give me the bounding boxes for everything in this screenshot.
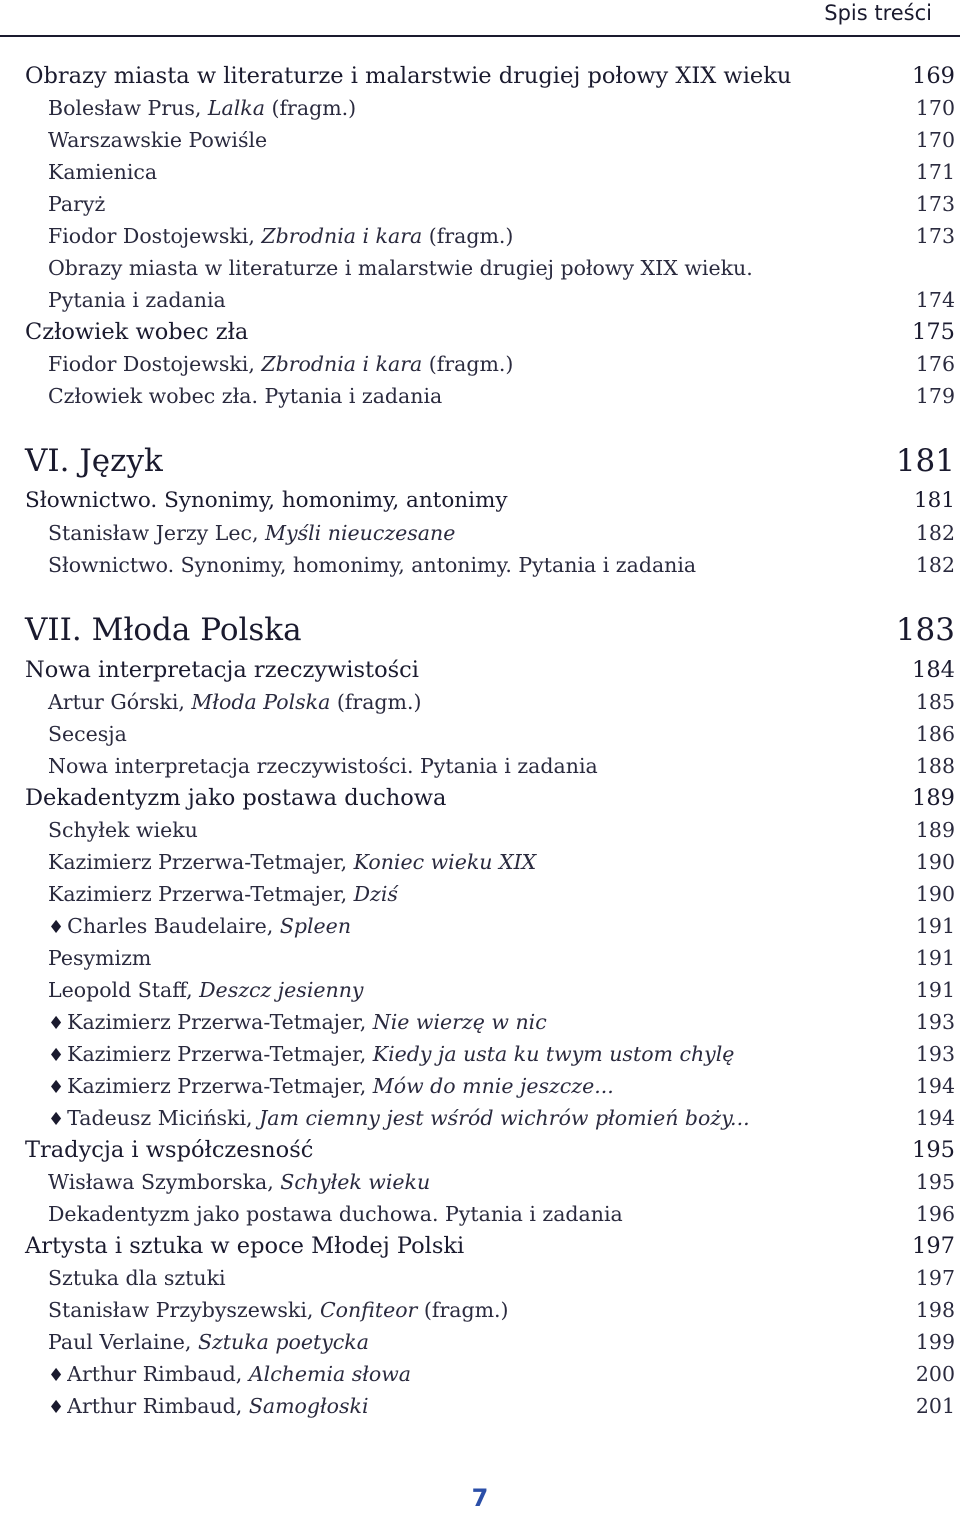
toc-entry-page: 189 (912, 785, 955, 811)
toc-entry-title-text: Nowa interpretacja rzeczywistości. Pytania i zadania (48, 754, 598, 778)
toc-entry-title-italic: Confiteor (319, 1298, 418, 1322)
toc-entry-page: 170 (915, 128, 955, 152)
toc-section-row (0, 485, 960, 517)
toc-entry-page: 190 (915, 882, 955, 906)
toc-entry-title-italic: Alchemia słowa (248, 1362, 412, 1386)
diamond-icon: ♦ (48, 1077, 65, 1098)
toc-entry-title-text: Arthur Rimbaud, (67, 1362, 249, 1386)
toc-entry-title-text: Artysta i sztuka w epoce Młodej Polski (25, 1233, 465, 1259)
toc-entry-title (48, 284, 226, 316)
toc-entry-title-text: Fiodor Dostojewski, (48, 224, 262, 248)
toc-entry-title (25, 437, 163, 485)
toc-entry-title-text: VI. Język (25, 443, 163, 479)
toc-entry-title-text: Nowa interpretacja rzeczywistości (25, 657, 419, 683)
toc-entry-row (0, 1262, 960, 1294)
toc-entry-title-text: Tradycja i współczesność (25, 1137, 314, 1163)
toc-entry-title-italic: Mów do mnie jeszcze... (372, 1074, 614, 1098)
toc-entry-page: 182 (915, 553, 955, 577)
toc-entry-title-text: Tadeusz Miciński, (67, 1106, 260, 1130)
toc-entry-page: 191 (915, 946, 955, 970)
toc-entry-row (0, 718, 960, 750)
toc-entry-title-italic: Kiedy ja usta ku twym ustom chylę (372, 1042, 735, 1066)
toc-section-row (0, 60, 960, 92)
toc-entry-title (48, 1390, 369, 1424)
toc-entry-title-italic: Deszcz jesienny (199, 978, 364, 1002)
toc-entry-row (0, 1006, 960, 1038)
diamond-icon: ♦ (48, 1397, 65, 1418)
toc-entry-title-text: (fragm.) (422, 224, 514, 248)
running-header: Spis treści (824, 1, 932, 25)
toc-entry-title-text: (fragm.) (264, 96, 357, 120)
toc-entry-title-text: Dekadentyzm jako postawa duchowa. Pytania i zadania (48, 1202, 623, 1226)
toc-entry-page: 181 (895, 443, 955, 479)
toc-entry-page: 185 (915, 690, 955, 714)
toc-entry-row (0, 686, 960, 718)
toc-entry-title-text: Słownictwo. Synonimy, homonimy, antonimy. Pytania i zadania (48, 553, 697, 577)
toc-entry-title (25, 60, 791, 92)
toc-entry-page: 171 (915, 160, 955, 184)
toc-entry-title (48, 252, 753, 284)
toc-entry-row (0, 1358, 960, 1390)
toc-entry-title (48, 1102, 750, 1136)
toc-entry-row (0, 974, 960, 1006)
toc-entry-row (0, 1038, 960, 1070)
diamond-icon: ♦ (48, 1365, 65, 1386)
toc-entry-page: 194 (915, 1074, 955, 1098)
toc-entry-title (48, 380, 442, 412)
toc-entry-title (48, 1070, 614, 1104)
toc-section-row (0, 1134, 960, 1166)
toc-entry-title-italic: Dziś (353, 882, 398, 906)
toc-entry-page: 181 (913, 488, 955, 513)
toc-entry-page: 186 (915, 722, 955, 746)
toc-entry-title-text: Schyłek wieku (48, 818, 198, 842)
toc-entry-title-text: VII. Młoda Polska (25, 612, 302, 648)
toc-entry-title (48, 220, 513, 252)
toc-entry-page: 191 (915, 978, 955, 1002)
toc-entry-title-text: Stanisław Przybyszewski, (48, 1298, 320, 1322)
toc-entry-row (0, 1198, 960, 1230)
toc-entry-title-text: Paryż (48, 192, 106, 216)
toc-entry-title-text: Wisława Szymborska, (48, 1170, 281, 1194)
toc-entry-row (0, 1390, 960, 1422)
toc-entry-row (0, 92, 960, 124)
toc-entry-page: 197 (915, 1266, 955, 1290)
toc-entry-row (0, 284, 960, 316)
toc-entry-title-text: Kazimierz Przerwa-Tetmajer, (67, 1042, 373, 1066)
toc-entry-row (0, 1166, 960, 1198)
toc-entry-title (48, 1038, 734, 1072)
toc-entry-row (0, 878, 960, 910)
toc-entry-title (25, 782, 446, 814)
diamond-icon: ♦ (48, 1013, 65, 1034)
toc-entry-page: 193 (915, 1042, 955, 1066)
toc-entry-title (48, 124, 267, 156)
toc-entry-page: 198 (915, 1298, 955, 1322)
section-gap (0, 412, 960, 429)
toc-entry-row (0, 814, 960, 846)
toc-chapter-row (0, 437, 960, 485)
toc-entry-page: 176 (915, 352, 955, 376)
toc-entry-title (48, 1326, 369, 1358)
toc-entry-title-text: Słownictwo. Synonimy, homonimy, antonimy (25, 488, 508, 513)
toc-entry-page: 179 (915, 384, 955, 408)
toc-entry-row (0, 750, 960, 782)
toc-entry-title (48, 156, 157, 188)
toc-chapter-row (0, 606, 960, 654)
toc-entry-row (0, 942, 960, 974)
toc-entry-title (25, 654, 419, 686)
toc-entry-page: 182 (915, 521, 955, 545)
toc-entry-title (48, 517, 455, 549)
table-of-contents (0, 60, 960, 1422)
toc-entry-page: 188 (915, 754, 955, 778)
toc-entry-row (0, 1070, 960, 1102)
toc-entry-title-text: Człowiek wobec zła. Pytania i zadania (48, 384, 443, 408)
toc-entry-row (0, 220, 960, 252)
toc-entry-page: 183 (895, 612, 955, 648)
toc-entry-title (25, 606, 302, 654)
toc-entry-row (0, 1102, 960, 1134)
toc-entry-title-italic: Koniec wieku XIX (353, 850, 537, 874)
toc-entry-page: 184 (912, 657, 955, 683)
toc-entry-row (0, 910, 960, 942)
toc-entry-title-italic: Młoda Polska (191, 690, 331, 714)
toc-entry-title (48, 846, 536, 878)
toc-entry-title-text: Obrazy miasta w literaturze i malarstwie drugiej połowy XIX wieku (25, 63, 792, 89)
toc-section-row (0, 654, 960, 686)
toc-entry-page: 189 (915, 818, 955, 842)
toc-entry-row (0, 188, 960, 220)
toc-entry-title (48, 92, 356, 124)
toc-entry-title-text: Bolesław Prus, (48, 96, 208, 120)
toc-entry-title-text: (fragm.) (417, 1298, 509, 1322)
toc-entry-title-italic: Schyłek wieku (280, 1170, 431, 1194)
toc-entry-title-text: Obrazy miasta w literaturze i malarstwie drugiej połowy XIX wieku. (48, 256, 753, 280)
toc-entry-title-italic: Spleen (279, 914, 352, 938)
toc-entry-title (25, 1230, 464, 1262)
page-number: 7 (471, 1484, 489, 1512)
toc-entry-title-text: Dekadentyzm jako postawa duchowa (25, 785, 447, 811)
toc-entry-title-text: Pesymizm (48, 946, 152, 970)
toc-entry-page: 191 (915, 914, 955, 938)
toc-entry-title (48, 1198, 623, 1230)
toc-section-row (0, 316, 960, 348)
toc-entry-title-italic: Lalka (207, 96, 265, 120)
toc-entry-page: 173 (915, 192, 955, 216)
toc-entry-page: 195 (915, 1170, 955, 1194)
toc-entry-row (0, 846, 960, 878)
toc-entry-title-text: Fiodor Dostojewski, (48, 352, 262, 376)
toc-entry-page: 169 (912, 63, 955, 89)
section-gap (0, 581, 960, 598)
toc-entry-title-text: Człowiek wobec zła (25, 319, 249, 345)
toc-entry-row (0, 348, 960, 380)
toc-entry-title-text: Stanisław Jerzy Lec, (48, 521, 266, 545)
toc-entry-title (48, 1006, 547, 1040)
toc-entry-title (48, 348, 513, 380)
toc-entry-title-text: (fragm.) (422, 352, 514, 376)
toc-entry-title-text: Arthur Rimbaud, (67, 1394, 249, 1418)
toc-entry-title-text: (fragm.) (330, 690, 422, 714)
toc-entry-page: 193 (915, 1010, 955, 1034)
toc-entry-page: 196 (915, 1202, 955, 1226)
toc-entry-page: 199 (915, 1330, 955, 1354)
toc-entry-title-text: Sztuka dla sztuki (48, 1266, 226, 1290)
toc-section-row (0, 782, 960, 814)
toc-entry-title-text: Leopold Staff, (48, 978, 200, 1002)
header-divider (0, 35, 960, 37)
toc-entry-title-italic: Jam ciemny jest wśród wichrów płomień boży... (259, 1106, 750, 1130)
toc-entry-title-text: Kazimierz Przerwa-Tetmajer, (67, 1010, 373, 1034)
toc-entry-title-italic: Myśli nieuczesane (265, 521, 456, 545)
toc-entry-title (48, 1166, 430, 1198)
toc-entry-title-text: Kazimierz Przerwa-Tetmajer, (48, 850, 354, 874)
toc-entry-title-text: Pytania i zadania (48, 288, 226, 312)
toc-entry-title-text: Kamienica (48, 160, 158, 184)
toc-entry-page: 200 (915, 1362, 955, 1386)
toc-entry-title-italic: Zbrodnia i kara (261, 352, 423, 376)
toc-entry-title (48, 974, 364, 1006)
toc-entry-title-text: Warszawskie Powiśle (48, 128, 268, 152)
toc-entry-page: 170 (915, 96, 955, 120)
toc-entry-title (48, 1294, 509, 1326)
toc-entry-title (48, 188, 105, 220)
toc-entry-row (0, 156, 960, 188)
toc-entry-title-italic: Sztuka poetycka (197, 1330, 369, 1354)
toc-entry-page: 174 (915, 288, 955, 312)
toc-entry-title-text: Charles Baudelaire, (67, 914, 280, 938)
toc-entry-row (0, 1326, 960, 1358)
toc-entry-title (25, 485, 508, 517)
toc-entry-title (25, 1134, 313, 1166)
toc-entry-page: 194 (915, 1106, 955, 1130)
toc-entry-row (0, 549, 960, 581)
toc-entry-title (48, 686, 422, 718)
toc-entry-title-text: Paul Verlaine, (48, 1330, 198, 1354)
toc-entry-title (48, 910, 351, 944)
toc-entry-title-text: Kazimierz Przerwa-Tetmajer, (48, 882, 354, 906)
toc-entry-title-text: Artur Górski, (48, 690, 192, 714)
toc-entry-title (48, 1262, 226, 1294)
toc-entry-title (48, 814, 198, 846)
toc-entry-page: 173 (915, 224, 955, 248)
toc-entry-page: 190 (915, 850, 955, 874)
toc-section-row (0, 1230, 960, 1262)
toc-entry-title-text: Kazimierz Przerwa-Tetmajer, (67, 1074, 373, 1098)
toc-entry-row (0, 517, 960, 549)
toc-entry-title-italic: Samogłoski (248, 1394, 369, 1418)
toc-entry-row (0, 380, 960, 412)
diamond-icon: ♦ (48, 1045, 65, 1066)
toc-entry-row (0, 1294, 960, 1326)
toc-entry-title (48, 1358, 411, 1392)
toc-entry-title (25, 316, 248, 348)
toc-entry-page: 175 (912, 319, 955, 345)
toc-entry-page: 195 (912, 1137, 955, 1163)
toc-entry-page: 201 (915, 1394, 955, 1418)
toc-entry-title (48, 878, 398, 910)
toc-entry-title (48, 750, 598, 782)
diamond-icon: ♦ (48, 917, 65, 938)
toc-entry-title (48, 942, 151, 974)
toc-entry-title-italic: Zbrodnia i kara (261, 224, 423, 248)
toc-entry-title (48, 718, 127, 750)
toc-entry-title-italic: Nie wierzę w nic (372, 1010, 547, 1034)
toc-entry-row (0, 252, 960, 284)
toc-entry-page: 197 (912, 1233, 955, 1259)
toc-entry-row (0, 124, 960, 156)
toc-entry-title-text: Secesja (48, 722, 127, 746)
diamond-icon: ♦ (48, 1109, 65, 1130)
toc-entry-title (48, 549, 696, 581)
